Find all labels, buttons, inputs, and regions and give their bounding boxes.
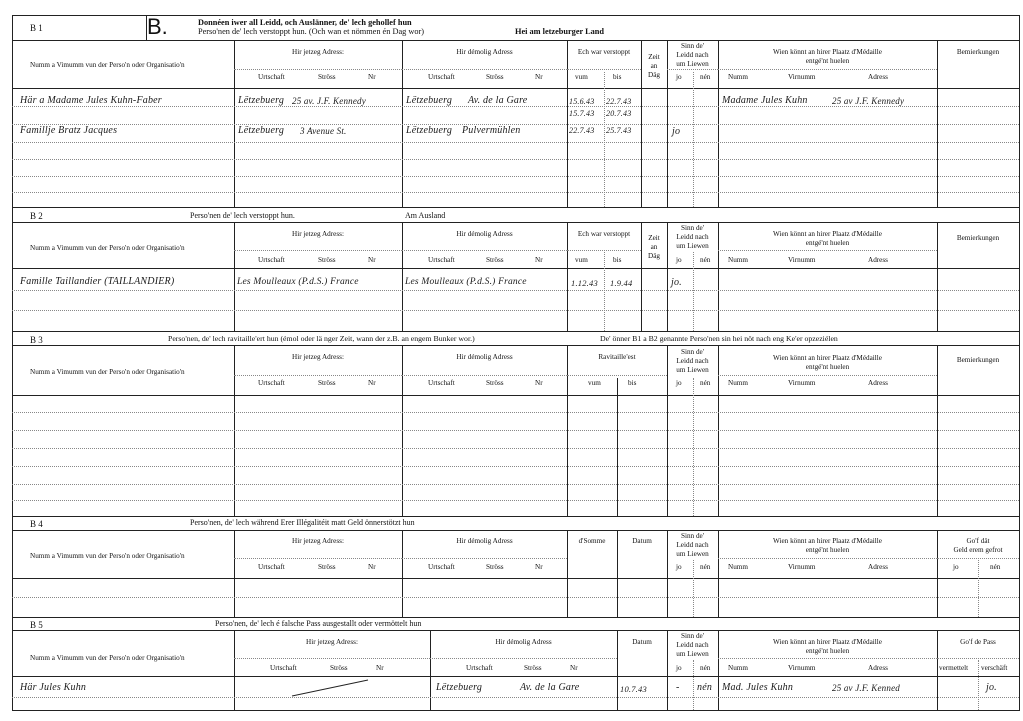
medal-firstname-label: Virnumm: [788, 379, 816, 387]
intro-line-2b: Hei am letzeburger Land: [515, 27, 605, 36]
yes-label: jo: [676, 73, 682, 81]
old-street-label: Ströss: [524, 664, 542, 672]
pass-mediated-label: vermettelt: [939, 664, 969, 672]
medal-name-label: Numm: [728, 563, 748, 571]
old-place-label: Urtschaft: [428, 379, 455, 387]
time-header-2: an: [650, 243, 658, 251]
b5-title: Perso'nen, de' lech é falsche Pass ausgestallt oder vermöttelt hun: [215, 619, 422, 628]
medal-firstname-label: Virnumm: [788, 73, 816, 81]
pass-header: Go'f de Pass: [960, 638, 996, 646]
medal-header-2: entgé'nt huelen: [805, 647, 850, 655]
sum-header: d'Somme: [578, 537, 606, 545]
b2-title-2: Am Ausland: [405, 211, 446, 220]
pass-created-label: verschäft: [981, 664, 1008, 672]
b1-row2-to: 25.7.43: [606, 126, 632, 135]
helped-header-2: Leidd nach: [676, 357, 709, 365]
current-address-header: Hir jetzeg Adress:: [292, 230, 344, 238]
name-column-header: Numm a Vimumm vun der Perso'n oder Organisatio'n: [30, 244, 185, 252]
b1-row1-from2: 15.7.43: [569, 109, 595, 118]
old-nr-label: Nr: [535, 379, 543, 387]
b1-row1-to: 22.7.43: [606, 97, 632, 106]
street-label: Ströss: [318, 73, 336, 81]
old-place-label: Urtschaft: [428, 73, 455, 81]
current-address-header: Hir jetzeg Adress:: [306, 638, 358, 646]
name-column-header: Numm a Vimumm vun der Perso'n oder Organisatio'n: [30, 368, 185, 376]
b1-row2-cur-place: Lëtzebuerg: [238, 125, 285, 136]
b1-row2-old-place: Lëtzebuerg: [406, 125, 453, 136]
b1-row1-name: Här a Madame Jules Kuhn-Faber: [20, 95, 162, 106]
old-street-label: Ströss: [486, 563, 504, 571]
b5-row1-name: Här Jules Kuhn: [20, 682, 87, 693]
medal-header-1: Wien könnt an hirer Plaatz d'Médaille: [773, 638, 882, 646]
medal-firstname-label: Virnumm: [788, 563, 816, 571]
no-label: nén: [700, 73, 711, 81]
medal-address-label: Adress: [868, 379, 888, 387]
old-nr-label: Nr: [570, 664, 578, 672]
gave-header-1: Go'f dät: [966, 537, 990, 545]
yes-label: jo: [676, 256, 682, 264]
old-nr-label: Nr: [535, 256, 543, 264]
time-header-2: an: [650, 62, 658, 70]
remarks-header: Bemierkungen: [956, 48, 1000, 56]
nr-label: Nr: [368, 73, 376, 81]
hidden-header: Ech war verstoppt: [577, 230, 631, 238]
helped-header-3: um Liewen: [676, 650, 709, 658]
yes-label: jo: [676, 664, 682, 672]
helped-header-3: um Liewen: [676, 550, 709, 558]
nr-label: Nr: [368, 563, 376, 571]
helped-header-1: Sinn de': [680, 532, 705, 540]
strike-through-mark: [290, 676, 370, 698]
yes-label: jo: [676, 379, 682, 387]
helped-header-2: Leidd nach: [676, 233, 709, 241]
medal-firstname-label: Virnumm: [788, 664, 816, 672]
street-label: Ströss: [318, 563, 336, 571]
medal-header-1: Wien könnt an hirer Plaatz d'Médaille: [773, 48, 882, 56]
b1-row1-to2: 20.7.43: [606, 109, 632, 118]
remarks-header: Bemierkungen: [956, 234, 1000, 242]
helped-header-2: Leidd nach: [676, 51, 709, 59]
b5-row1-no: nén: [697, 682, 713, 693]
b1-row1-from: 15.6.43: [569, 97, 595, 106]
medal-header-2: entgé'nt huelen: [805, 57, 850, 65]
medal-name-label: Numm: [728, 379, 748, 387]
b3-title: Perso'nen, de' lech ravitaille'ert hun (émol oder lä nger Zeit, wann der z.B. an engem Bunker wor.): [168, 334, 475, 343]
old-nr-label: Nr: [535, 73, 543, 81]
street-label: Ströss: [318, 256, 336, 264]
b1-row1-medal-name: Madame Jules Kuhn: [722, 95, 808, 106]
nr-label: Nr: [368, 379, 376, 387]
b1-row2-from: 22.7.43: [569, 126, 595, 135]
medal-header-1: Wien könnt an hirer Plaatz d'Médaille: [773, 230, 882, 238]
b5-row1-medal-address: 25 av J.F. Kenned: [832, 683, 900, 693]
place-label: Urtschaft: [270, 664, 297, 672]
helped-header-3: um Liewen: [676, 60, 709, 68]
to-label: bis: [613, 73, 622, 81]
hidden-header: Ech war verstoppt: [577, 48, 631, 56]
time-header-3: Däg: [648, 71, 660, 79]
b1-row1-old-street: Av. de la Gare: [468, 95, 528, 106]
from-label: vum: [575, 256, 588, 264]
b2-title: Perso'nen de' lech verstoppt hun.: [190, 211, 295, 220]
medal-header-2: entgé'nt huelen: [805, 546, 850, 554]
helped-header-1: Sinn de': [680, 632, 705, 640]
name-column-header: Numm a Vimumm vun der Perso'n oder Organisatio'n: [30, 552, 185, 560]
medal-address-label: Adress: [868, 256, 888, 264]
b1-row1-cur-place: Lëtzebuerg: [238, 95, 285, 106]
place-label: Urtschaft: [258, 379, 285, 387]
old-address-header: Hir démolig Adress: [456, 353, 513, 361]
old-address-header: Hir démolig Adress: [495, 638, 552, 646]
current-address-header: Hir jetzeg Adress:: [292, 537, 344, 545]
helped-header-1: Sinn de': [680, 42, 705, 50]
helped-header-3: um Liewen: [676, 366, 709, 374]
b1-row2-name: Famillje Bratz Jacques: [20, 125, 118, 136]
no-label: nén: [700, 664, 711, 672]
gave-no-label: nén: [990, 563, 1001, 571]
medal-address-label: Adress: [868, 73, 888, 81]
b5-row1-date: 10.7.43: [620, 684, 647, 694]
name-column-header: Numm a Vimumm vun der Perso'n oder Organisatio'n: [30, 654, 185, 662]
no-label: nén: [700, 256, 711, 264]
medal-header-2: entgé'nt huelen: [805, 363, 850, 371]
current-address-header: Hir jetzeg Adress:: [292, 48, 344, 56]
remarks-header: Bemierkungen: [956, 356, 1000, 364]
medal-name-label: Numm: [728, 256, 748, 264]
form-letter: B.: [147, 14, 168, 39]
section-code: B 1: [30, 23, 43, 33]
medal-address-label: Adress: [868, 664, 888, 672]
intro-line-2: Perso'nen de' lech verstoppt hun. (Och wan et nömmen én Dag wor): [198, 27, 425, 36]
helped-header-2: Leidd nach: [676, 641, 709, 649]
intro-line-1: Donnéen iwer all Leidd, och Auslänner, de' lech gehollef hun: [198, 18, 412, 27]
time-header-3: Däg: [648, 252, 660, 260]
old-street-label: Ströss: [486, 73, 504, 81]
old-place-label: Urtschaft: [428, 256, 455, 264]
place-label: Urtschaft: [258, 563, 285, 571]
b5-row1-created: jo.: [986, 682, 997, 693]
b1-row1-medal-address: 25 av J.F. Kennedy: [832, 96, 905, 106]
to-label: bis: [628, 379, 637, 387]
helped-header-2: Leidd nach: [676, 541, 709, 549]
old-address-header: Hir démolig Adress: [456, 48, 513, 56]
section-code: B 3: [30, 335, 43, 345]
gave-header-2: Geld erem gefrot: [953, 546, 1003, 554]
nr-label: Nr: [376, 664, 384, 672]
name-column-header: Numm a Vimumm vun der Perso'n oder Organisatio'n: [30, 61, 185, 69]
medal-header-1: Wien könnt an hirer Plaatz d'Médaille: [773, 354, 882, 362]
b5-row1-medal-name: Mad. Jules Kuhn: [722, 682, 794, 693]
current-address-header: Hir jetzeg Adress:: [292, 353, 344, 361]
gave-yes-label: jo: [953, 563, 959, 571]
b3-title-2: De' önner B1 a B2 genannte Perso'nen sin hei nöt nach eng Ke'er opzeziélen: [600, 334, 838, 343]
b5-row1-yes: -: [676, 682, 680, 693]
medal-name-label: Numm: [728, 73, 748, 81]
old-place-label: Urtschaft: [466, 664, 493, 672]
old-address-header: Hir démolig Adress: [456, 537, 513, 545]
b1-row2-yes: jo: [672, 126, 681, 137]
medal-firstname-label: Virnumm: [788, 256, 816, 264]
section-code: B 4: [30, 519, 43, 529]
b2-row1-to: 1.9.44: [610, 278, 633, 288]
helped-header-1: Sinn de': [680, 224, 705, 232]
to-label: bis: [613, 256, 622, 264]
no-label: nén: [700, 563, 711, 571]
b2-row1-yes: jo.: [671, 277, 682, 288]
old-street-label: Ströss: [486, 379, 504, 387]
section-code: B 2: [30, 211, 43, 221]
old-place-label: Urtschaft: [428, 563, 455, 571]
date-header: Datum: [632, 638, 652, 646]
b1-row2-cur-street: 3 Avenue St.: [300, 126, 347, 136]
section-code: B 5: [30, 620, 43, 630]
place-label: Urtschaft: [258, 73, 285, 81]
street-label: Ströss: [330, 664, 348, 672]
place-label: Urtschaft: [258, 256, 285, 264]
helped-header-3: um Liewen: [676, 242, 709, 250]
date-header: Datum: [632, 537, 652, 545]
b1-row2-old-street: Pulvermühlen: [462, 125, 521, 136]
time-header-1: Zeit: [648, 53, 660, 61]
yes-label: jo: [676, 563, 682, 571]
b4-title: Perso'nen, de' lech während Erer Illégalitéit matt Geld önnerstötzt hun: [190, 518, 415, 527]
medal-header-1: Wien könnt an hirer Plaatz d'Médaille: [773, 537, 882, 545]
b5-row1-old-street: Av. de la Gare: [520, 682, 580, 693]
street-label: Ströss: [318, 379, 336, 387]
from-label: vum: [588, 379, 601, 387]
b5-row1-old-place: Lëtzebuerg: [436, 682, 483, 693]
medal-header-2: entgé'nt huelen: [805, 239, 850, 247]
b2-row1-from: 1.12.43: [571, 278, 598, 288]
b2-row1-cur-place: Les Moulleaux (P.d.S.) France: [237, 277, 359, 287]
b1-row1-old-place: Lëtzebuerg: [406, 95, 453, 106]
old-street-label: Ströss: [486, 256, 504, 264]
no-label: nén: [700, 379, 711, 387]
b2-row1-name: Famille Taillandier (TAILLANDIER): [20, 276, 175, 287]
nr-label: Nr: [368, 256, 376, 264]
helped-header-1: Sinn de': [680, 348, 705, 356]
old-nr-label: Nr: [535, 563, 543, 571]
from-label: vum: [575, 73, 588, 81]
old-address-header: Hir démolig Adress: [456, 230, 513, 238]
b1-row1-cur-street: 25 av. J.F. Kennedy: [292, 96, 366, 106]
supplied-header: Ravitaille'est: [598, 353, 636, 361]
medal-name-label: Numm: [728, 664, 748, 672]
b2-row1-old-place: Les Moulleaux (P.d.S.) France: [405, 277, 527, 287]
time-header-1: Zeit: [648, 234, 660, 242]
medal-address-label: Adress: [868, 563, 888, 571]
